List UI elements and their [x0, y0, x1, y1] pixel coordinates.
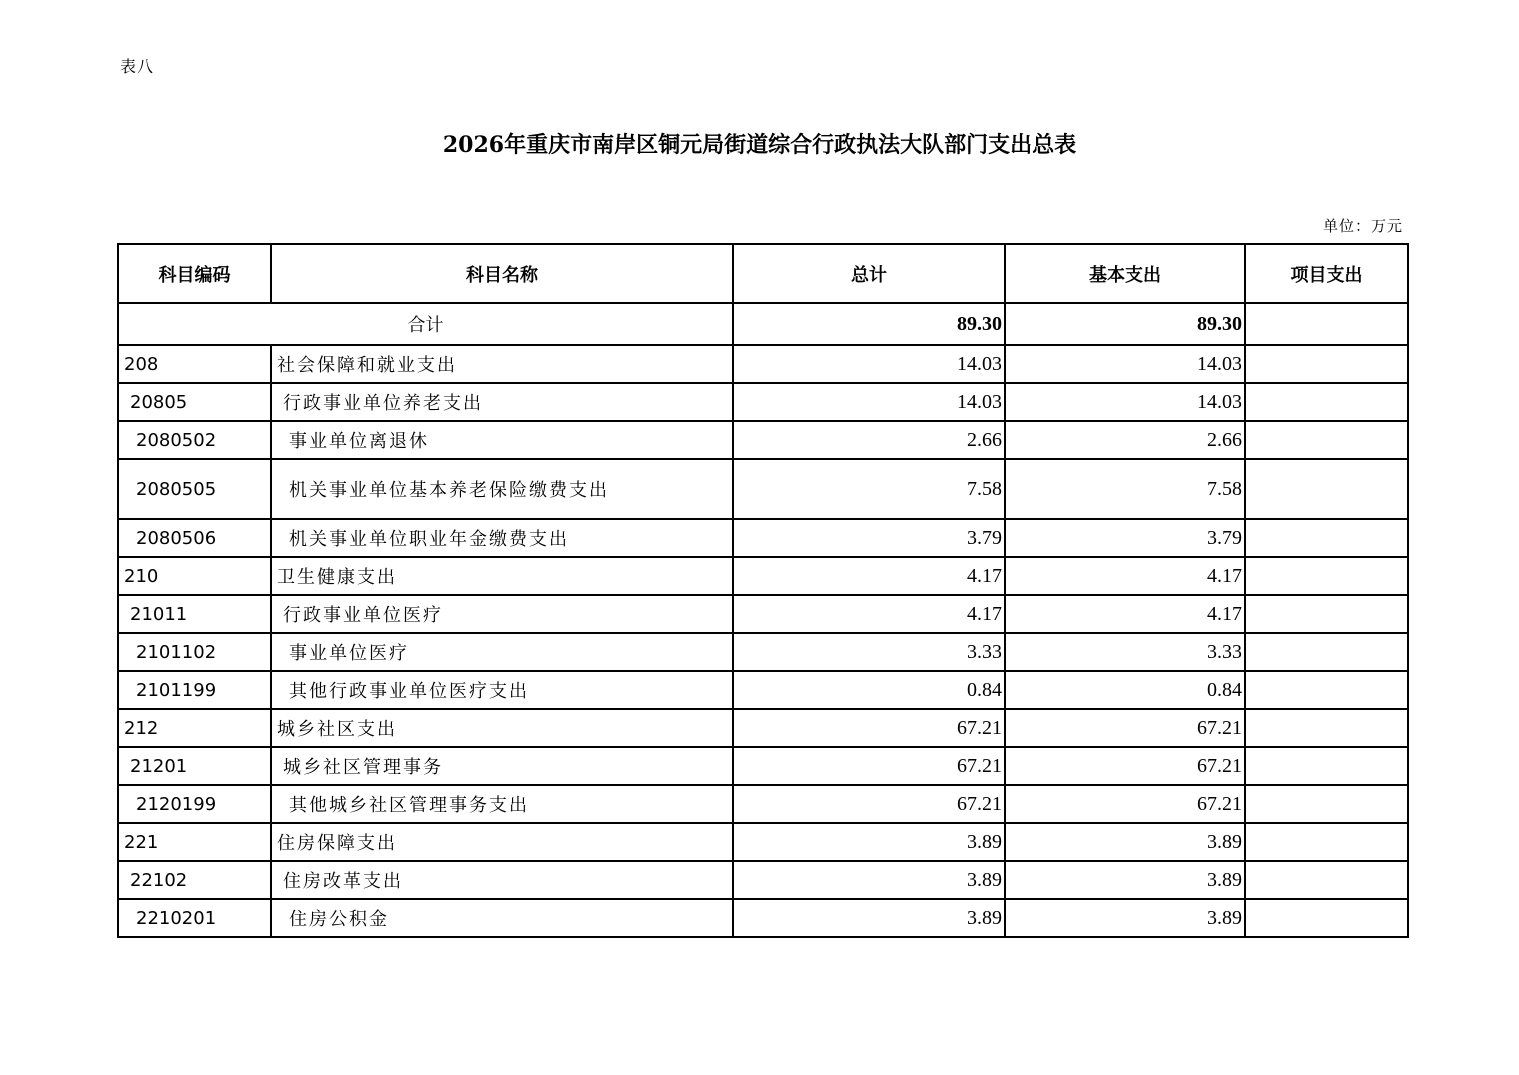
- table-row: [118, 861, 1408, 899]
- table-row: [118, 519, 1408, 557]
- table-row: [118, 899, 1408, 937]
- row-name: 行政事业单位养老支出: [271, 383, 733, 421]
- unit-note: 单位：万元: [1322, 217, 1403, 235]
- row-basic: 4.17: [1005, 557, 1245, 595]
- table-row: [118, 671, 1408, 709]
- header-code: 科目编码: [118, 244, 271, 303]
- row-name: 其他城乡社区管理事务支出: [271, 785, 733, 823]
- row-code: 2080506: [118, 519, 271, 557]
- row-basic: 3.33: [1005, 633, 1245, 671]
- row-basic: 2.66: [1005, 421, 1245, 459]
- row-total: 3.89: [733, 823, 1005, 861]
- row-name: 住房改革支出: [271, 861, 733, 899]
- table-row: [118, 785, 1408, 823]
- row-project: [1245, 747, 1408, 785]
- total-total: 89.30: [733, 303, 1005, 345]
- row-code: 22102: [118, 861, 271, 899]
- table-row: [118, 823, 1408, 861]
- table-row: [118, 557, 1408, 595]
- row-project: [1245, 459, 1408, 519]
- table-row: [118, 747, 1408, 785]
- row-total: 3.89: [733, 861, 1005, 899]
- row-project: [1245, 785, 1408, 823]
- row-total: 67.21: [733, 785, 1005, 823]
- row-basic: 67.21: [1005, 709, 1245, 747]
- header-basic: 基本支出: [1005, 244, 1245, 303]
- row-total: 3.89: [733, 899, 1005, 937]
- row-project: [1245, 633, 1408, 671]
- row-total: 3.79: [733, 519, 1005, 557]
- row-name: 卫生健康支出: [271, 557, 733, 595]
- table-label: 表八: [120, 57, 155, 76]
- row-project: [1245, 709, 1408, 747]
- row-basic: 14.03: [1005, 383, 1245, 421]
- total-row: [118, 303, 1408, 345]
- row-project: [1245, 519, 1408, 557]
- row-code: 212: [118, 709, 271, 747]
- row-total: 67.21: [733, 747, 1005, 785]
- header-name: 科目名称: [271, 244, 733, 303]
- row-basic: 7.58: [1005, 459, 1245, 519]
- table-row: [118, 459, 1408, 519]
- header-row: [118, 244, 1408, 303]
- expense-table: [117, 243, 1409, 938]
- row-code: 208: [118, 345, 271, 383]
- row-total: 67.21: [733, 709, 1005, 747]
- page-title: 2026年重庆市南岸区铜元局街道综合行政执法大队部门支出总表: [442, 132, 1077, 158]
- row-code: 2101199: [118, 671, 271, 709]
- row-project: [1245, 823, 1408, 861]
- row-code: 21011: [118, 595, 271, 633]
- header-total: 总计: [733, 244, 1005, 303]
- row-name: 机关事业单位基本养老保险缴费支出: [271, 459, 733, 519]
- row-total: 4.17: [733, 595, 1005, 633]
- row-project: [1245, 899, 1408, 937]
- row-project: [1245, 345, 1408, 383]
- row-project: [1245, 671, 1408, 709]
- row-code: 2210201: [118, 899, 271, 937]
- table-row: [118, 345, 1408, 383]
- row-project: [1245, 557, 1408, 595]
- table-row: [118, 421, 1408, 459]
- table-row: [118, 633, 1408, 671]
- table-row: [118, 709, 1408, 747]
- row-name: 机关事业单位职业年金缴费支出: [271, 519, 733, 557]
- row-total: 4.17: [733, 557, 1005, 595]
- row-name: 行政事业单位医疗: [271, 595, 733, 633]
- table-row: [118, 595, 1408, 633]
- row-total: 3.33: [733, 633, 1005, 671]
- row-project: [1245, 421, 1408, 459]
- row-basic: 67.21: [1005, 747, 1245, 785]
- total-basic: 89.30: [1005, 303, 1245, 345]
- row-name: 其他行政事业单位医疗支出: [271, 671, 733, 709]
- row-code: 2101102: [118, 633, 271, 671]
- row-project: [1245, 861, 1408, 899]
- row-total: 0.84: [733, 671, 1005, 709]
- row-code: 2080505: [118, 459, 271, 519]
- row-code: 2080502: [118, 421, 271, 459]
- row-basic: 14.03: [1005, 345, 1245, 383]
- row-name: 社会保障和就业支出: [271, 345, 733, 383]
- row-basic: 0.84: [1005, 671, 1245, 709]
- row-code: 21201: [118, 747, 271, 785]
- row-name: 住房保障支出: [271, 823, 733, 861]
- row-basic: 3.89: [1005, 899, 1245, 937]
- row-total: 2.66: [733, 421, 1005, 459]
- row-code: 20805: [118, 383, 271, 421]
- row-code: 221: [118, 823, 271, 861]
- row-total: 14.03: [733, 345, 1005, 383]
- row-basic: 3.89: [1005, 823, 1245, 861]
- row-code: 210: [118, 557, 271, 595]
- row-total: 7.58: [733, 459, 1005, 519]
- row-total: 14.03: [733, 383, 1005, 421]
- row-name: 事业单位离退休: [271, 421, 733, 459]
- row-basic: 3.79: [1005, 519, 1245, 557]
- row-basic: 67.21: [1005, 785, 1245, 823]
- row-name: 城乡社区支出: [271, 709, 733, 747]
- header-project: 项目支出: [1245, 244, 1408, 303]
- row-project: [1245, 383, 1408, 421]
- table-row: [118, 383, 1408, 421]
- row-basic: 3.89: [1005, 861, 1245, 899]
- total-project: [1245, 303, 1408, 345]
- row-code: 2120199: [118, 785, 271, 823]
- row-name: 城乡社区管理事务: [271, 747, 733, 785]
- row-project: [1245, 595, 1408, 633]
- row-name: 住房公积金: [271, 899, 733, 937]
- row-name: 事业单位医疗: [271, 633, 733, 671]
- total-label: 合计: [118, 303, 733, 345]
- row-basic: 4.17: [1005, 595, 1245, 633]
